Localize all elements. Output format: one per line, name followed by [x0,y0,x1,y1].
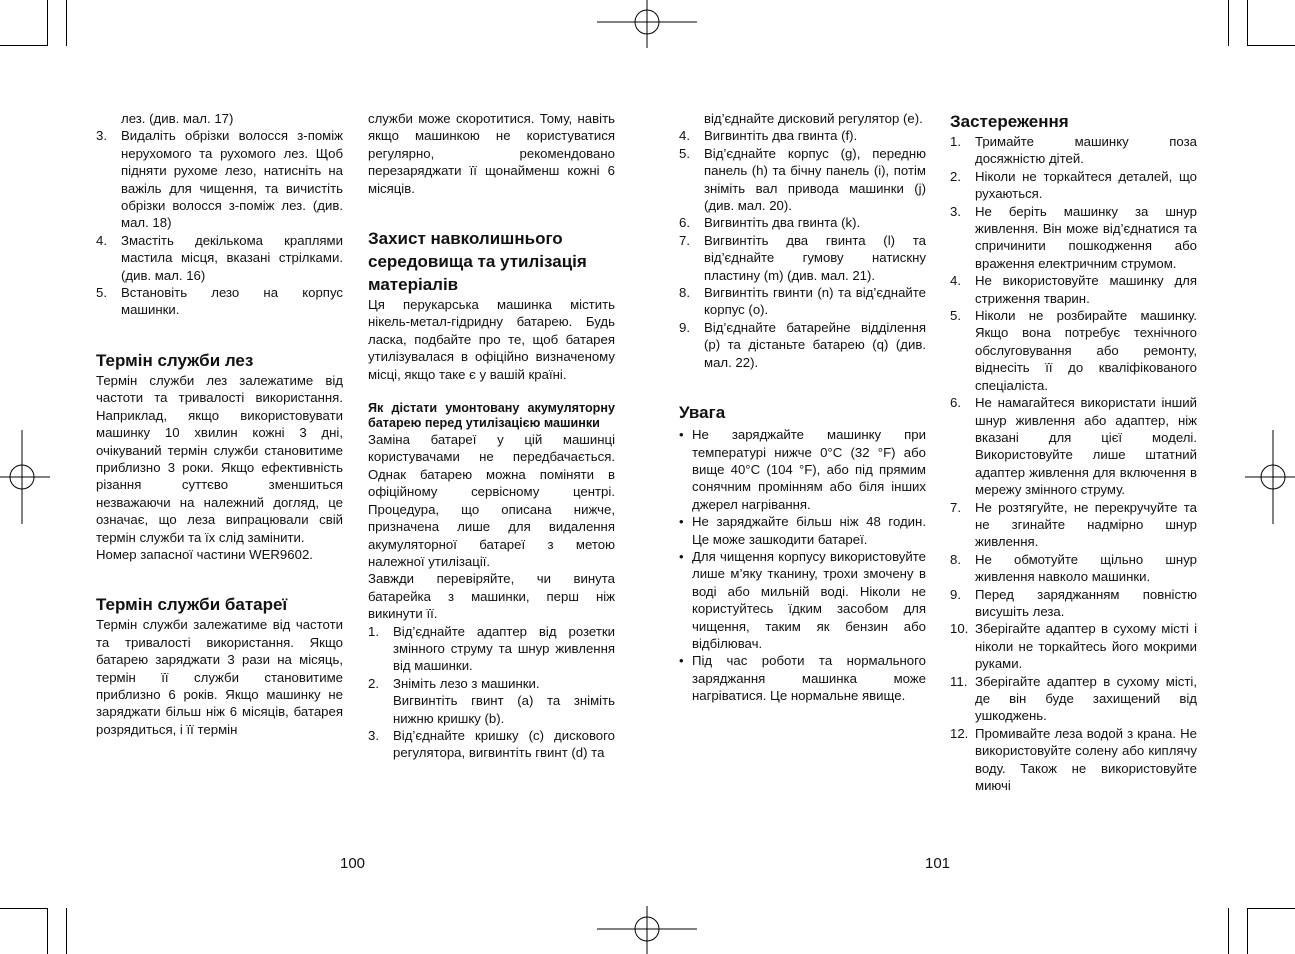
crop-mark [1247,908,1295,909]
heading-attention: Увага [679,403,726,423]
list-item: • Для чищення корпусу використовуйте лише м’яку тканину, трохи змочену в воді або мильній воді. Ніколи не користуйтесь їдким засобом для чищення, таким як бензин або відбілювач. [679,548,926,651]
list-item: 6. Вигвинтіть два гвинта (k). [679,215,861,231]
crop-mark [1247,0,1248,46]
cautions-list [950,133,1197,794]
crop-mark [1228,908,1229,954]
registration-mark-left [0,430,50,524]
battery-life-text: Термін служби залежатиме від частоти та тривалості використання. Якщо батарею заряджати 3 рази на місяць, термін її служби становитиме приблизно 6 років. Якщо машинку не заряджати більш ніж 6 місяців, батарея розрядиться, і її термін [96,617,343,737]
blade-life-text: Термін служби лез залежатиме від частоти та тривалості використання. Наприклад, якщо використовувати машинку 10 хвилин кожні 3 дні, очікуваний термін служби становитиме приблизно 3 роки. Якщо ефективність різання суттєво зменшиться незважаючи на належний догляд, це означає, що леза випрацювали свій термін служби та їх слід замінити. [96,372,343,545]
list-item: 9. Від’єднайте батарейне відділення (p) та дістаньте батарею (q) (див. мал. 22). [679,319,926,370]
registration-mark-right [1245,430,1295,524]
environment-text: Ця перукарська машинка містить нікель-метал-гідридну батарею. Будь ласка, подбайте про те, щоб батарея утилізувалася в офіційно визначеному місці, якщо таке є у вашій країні. [368,297,615,382]
list-item: 6. Не намагайтеся використати інший шнур живлення або адаптер, ніж вказані для цієї моделі. Використовуйте лише штатний адаптер живлення для включення в мережу змінного струму. [950,395,1197,498]
crop-mark [1247,45,1295,46]
list-item: 3. Видаліть обрізки волосся з-поміж нерухомого та рухомого лез. Щоб підняти рухоме лезо, натисніть на важіль для чищення, та вичистіть обрізки волосся з-поміж лез. (див. мал. 18) [96,128,343,231]
attention-bullets [679,426,926,705]
heading-battery-removal: Як дістати умонтовану акумуляторну батарею перед утилізацією машинки [368,401,615,431]
crop-mark [47,0,48,46]
column-4 [950,110,1197,794]
maintenance-steps-list [96,127,343,318]
list-item: 10. Зберігайте адаптер в сухому місті і ніколи не торкайтесь його мокрими руками. [950,621,1197,672]
crop-mark [47,908,48,954]
list-item: 3. Від’єднайте кришку (c) дискового регулятора, вигвинтіть гвинт (d) та [368,727,615,761]
list-item: 1. Тримайте машинку поза досяжністю дітей. [950,134,1197,167]
list-item: • Під час роботи та нормального заряджання машинка може нагріватися. Це нормальне явище. [679,653,926,704]
list-item: 3. Не беріть машинку за шнур живлення. Він може від’єднатися та спричинити пошкодження або враження електричним струмом. [950,203,1197,271]
heading-battery-life: Термін служби батареї [96,595,288,615]
list-item: 12. Промивайте леза водой з крана. Не використовуйте солену або киплячу воду. Також не використовуйте миючі [950,725,1197,794]
heading-blade-life: Термін служби лез [96,350,254,370]
list-item: 2. Зніміть лезо з машинки. [368,675,540,691]
list-item: 7. Не розтягуйте, не перекручуйте та не згинайте надмірно шнур живлення. [950,499,1197,550]
list-item: • Не заряджайте більш ніж 48 годин. Це може зашкодити батареї. [679,514,926,547]
battery-life-continuation: служби може скоротитися. Тому, навіть якщо машинкою не користуватися регулярно, рекомендовано перезаряджати її щонайменш кожні 6 місяців. [368,111,615,196]
list-item: 8. Не обмотуйте щільно шнур живлення навколо машинки. [950,551,1197,585]
battery-removal-text: Заміна батареї у цій машинці користувачами не передбачається. Однак батарею можна поміняти в офіційному сервісному центрі. Процедура, що описана нижче, призначена лише для видалення акумуляторної батареї з метою належної утилізації. [368,432,615,569]
heading-cautions: Застереження [950,112,1069,131]
list-item: 7. Вигвинтіть два гвинта (l) та від’єднайте гумову натискну пластину (m) (див. мал. 21). [679,232,926,283]
crop-mark [1228,0,1229,46]
part-number-text: Номер запасної частини WER9602. [96,546,313,562]
list-item: 4. Вигвинтіть два гвинта (f). [679,128,858,144]
list-item: Вигвинтіть гвинт (a) та зніміть нижню кришку (b). [393,693,615,726]
crop-mark [66,908,67,954]
column-2 [368,110,615,762]
page-number-right: 101 [925,855,951,872]
page-number-left: 100 [340,855,366,872]
list-continuation: від’єднайте дисковий регулятор (e). [704,111,923,126]
list-item: 5. Від’єднайте корпус (g), передню панель (h) та бічну панель (i), потім зніміть вал привода машинки (j) (див. мал. 20). [679,145,926,214]
crop-mark [0,908,48,909]
crop-mark [0,45,48,46]
list-item: 11. Зберігайте адаптер в сухому місті, де він буде захищений від ушкоджень. [950,673,1197,724]
removal-steps-list-continued [679,127,926,371]
crop-mark [66,0,67,46]
registration-mark-bottom [597,906,697,954]
list-item: 8. Вигвинтіть гвинти (n) та від’єднайте корпус (o). [679,285,926,318]
list-item: • Не заряджайте машинку при температурі нижче 0°C (32 °F) або вище 40°C (104 °F), або під прямим сонячним промінням або біля інших джерел нагрівання. [679,427,926,512]
list-item: 5. Ніколи не розбирайте машинку. Якщо вона потребує технічного обслуговування або ремонту, віднесіть її до кваліфікованого спеціаліста. [950,308,1197,393]
list-item: 1. Від’єднайте адаптер від розетки змінного струму та шнур живлення від машинки. [368,623,615,674]
list-continuation: лез. (див. мал. 17) [121,111,234,126]
column-1 [96,110,343,738]
heading-environment: Захист навколишнього середовища та утилізація матеріалів [368,229,587,295]
removal-steps-list [368,623,615,762]
list-item: 2. Ніколи не торкайтеся деталей, що рухаються. [950,168,1197,202]
crop-mark [1247,908,1248,954]
list-item: 4. Не використовуйте машинку для стриження тварин. [950,273,1197,306]
list-item: 4. Змастіть декількома краплями мастила місця, вказані стрілками. (див. мал. 16) [96,232,343,283]
column-3 [679,110,926,705]
list-item: 5. Встановіть лезо на корпус машинки. [96,285,343,318]
list-item: 9. Перед заряджанням повністю висушіть леза. [950,586,1197,619]
registration-mark-top [597,0,697,48]
battery-removal-note: Завжди перевіряйте, чи винута батарейка з машинки, перш ніж викинути її. [368,571,615,622]
